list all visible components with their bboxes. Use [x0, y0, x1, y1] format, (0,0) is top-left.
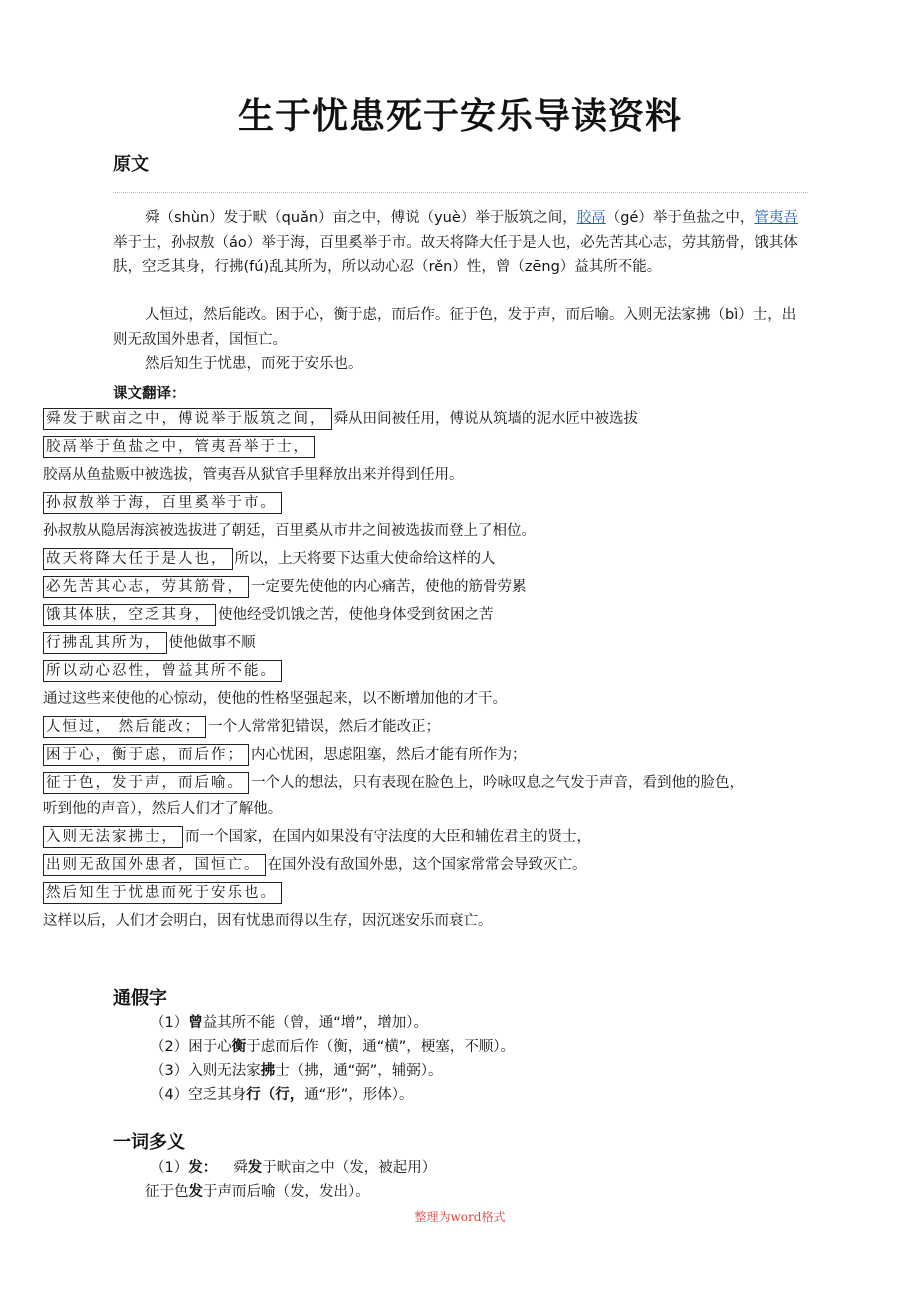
yici-bold: 发 [188, 1184, 203, 1200]
translation-row [43, 854, 840, 876]
translation-row [43, 520, 840, 542]
original-paragraph-3 [113, 352, 810, 377]
original-text: 舜（shùn）发于畎（quǎn）亩之中，傅说（yuè）举于版筑之间， [145, 210, 577, 226]
tongjia-bold: 曾 [188, 1015, 203, 1031]
tongjia-item [150, 1012, 428, 1034]
translation-row [43, 882, 840, 904]
source-text-box: 必先苦其心志，劳其筋骨， [43, 576, 249, 598]
translation-text: 听到他的声音），然后人们才了解他。 [43, 801, 283, 817]
yici-text: 于畎亩之中（发，被起用） [262, 1160, 437, 1176]
yici-line-2 [145, 1181, 370, 1203]
translation-text: 这样以后，人们才会明白，因有忧患而得以生存，因沉迷安乐而衰亡。 [43, 913, 493, 929]
translation-row [43, 744, 840, 766]
tongjia-num: （2） [150, 1039, 189, 1055]
section-divider [113, 192, 808, 193]
source-text-box: 所以动心忍性，曾益其所不能。 [43, 660, 282, 682]
footer-watermark: 整理为word格式 [414, 1210, 506, 1224]
link-jiaoge[interactable]: 胶鬲 [576, 210, 606, 226]
translation-row [43, 604, 840, 626]
source-text-box: 入则无法家拂士， [43, 826, 183, 848]
translation-row [43, 688, 840, 710]
translation-row [43, 632, 840, 654]
translation-text: 一个人常常犯错误，然后才能改正； [208, 719, 441, 735]
source-text-box: 征于色，发于声，而后喻。 [43, 772, 249, 794]
translation-row [43, 576, 840, 598]
translation-text: 舜从田间被任用，傅说从筑墙的泥水匠中被选拔 [333, 411, 638, 427]
yici-bold: 发 [247, 1160, 263, 1176]
tongjia-rest: 于虑而后作（衡，通“横”，梗塞，不顺）。 [246, 1039, 516, 1055]
source-text-box: 胶鬲举于鱼盐之中，管夷吾举于士， [43, 436, 315, 458]
translation-heading: 课文翻译： [113, 386, 186, 402]
yici-line-1 [150, 1157, 436, 1179]
original-text: （gé）举于鱼盐之中， [605, 210, 755, 226]
source-text-box: 舜发于畎亩之中，傅说举于版筑之间， [43, 408, 332, 430]
translation-row [43, 464, 840, 486]
original-text: 举于士，孙叔敖（áo）举于海，百里奚举于市。故天将降大任于是人也，必先苦其心志，劳其筋骨，饿其体肤，空乏其身，行拂(fú)乱其所为，所以动心忍（rěn）性，曾（zēng）益其所不能。 [113, 234, 798, 275]
tongjia-num: （1） [150, 1015, 189, 1031]
source-text-box: 困于心，衡于虑，而后作； [43, 744, 249, 766]
tongjia-rest: 益其所不能（曾，通“增”，增加）。 [202, 1015, 429, 1031]
translation-text: 而一个国家，在国内如果没有守法度的大臣和辅佐君主的贤士， [185, 829, 591, 845]
tongjia-pre: 困于心 [188, 1039, 232, 1055]
yici-text: 征于色 [145, 1184, 189, 1200]
translation-row [43, 436, 840, 458]
original-paragraph-2 [113, 303, 810, 352]
source-text-box: 饿其体肤，空乏其身， [43, 604, 216, 626]
translation-text: 内心忧困，思虑阻塞，然后才能有所作为； [251, 747, 527, 763]
tongjia-rest: 通“形”，形体）。 [304, 1087, 414, 1103]
translation-text: 一定要先使他的内心痛苦，使他的筋骨劳累 [251, 579, 527, 595]
source-text-box: 出则无敌国外患者，国恒亡。 [43, 854, 266, 876]
tongjia-pre: 空乏其身 [188, 1087, 247, 1103]
section-heading-original: 原文 [113, 154, 149, 175]
tongjia-bold: 行（行， [246, 1087, 305, 1103]
translation-row [43, 408, 840, 430]
original-text: 然后知生于忧患，而死于安乐也。 [145, 356, 363, 372]
translation-row [43, 910, 840, 932]
translation-text: 一个人的想法，只有表现在脸色上，吟咏叹息之气发于声音，看到他的脸色， [251, 775, 744, 791]
source-text-box: 人恒过， 然后能改； [43, 716, 206, 738]
yici-word: 发： [188, 1160, 218, 1176]
tongjia-bold: 拂 [260, 1063, 276, 1079]
translation-row [43, 826, 840, 848]
translation-text: 使他经受饥饿之苦，使他身体受到贫困之苦 [218, 607, 494, 623]
translation-text: 所以，上天将要下达重大使命给这样的人 [234, 551, 496, 567]
original-text: 人恒过，然后能改。困于心，衡于虑，而后作。征于色，发于声，而后喻。入则无法家拂（bì）士，出则无敌国外患者，国恒亡。 [113, 307, 797, 348]
translation-text: 在国外没有敌国外患，这个国家常常会导致灭亡。 [267, 857, 587, 873]
translation-row [43, 492, 840, 514]
tongjia-bold: 衡 [231, 1039, 247, 1055]
yici-text: 于声而后喻（发，发出）。 [203, 1184, 370, 1200]
tongjia-item [150, 1036, 515, 1058]
document-title: 生于忧患死于安乐导读资料 [237, 96, 682, 137]
translation-row [43, 798, 840, 820]
tongjia-num: （4） [150, 1087, 189, 1103]
tongjia-pre: 入则无法家 [188, 1063, 261, 1079]
source-text-box: 孙叔敖举于海，百里奚举于市。 [43, 492, 282, 514]
translation-row [43, 772, 840, 794]
source-text-box: 行拂乱其所为， [43, 632, 167, 654]
translation-text: 通过这些来使他的心惊动，使他的性格坚强起来，以不断增加他的才干。 [43, 691, 507, 707]
section-heading-tongjia: 通假字 [113, 988, 167, 1009]
tongjia-item [150, 1060, 443, 1082]
yici-number: （1） [150, 1160, 189, 1176]
source-text-box: 故天将降大任于是人也， [43, 548, 233, 570]
link-guanyiwu[interactable]: 管夷吾 [754, 210, 798, 226]
translation-row [43, 716, 840, 738]
tongjia-num: （3） [150, 1063, 189, 1079]
section-heading-yici: 一词多义 [113, 1132, 185, 1153]
translation-text: 孙叔敖从隐居海滨被选拔进了朝廷，百里奚从市井之间被选拔而登上了相位。 [43, 523, 536, 539]
tongjia-item [150, 1084, 414, 1106]
original-paragraph-1 [113, 206, 810, 280]
translation-row [43, 660, 840, 682]
source-text-box: 然后知生于忧患而死于安乐也。 [43, 882, 282, 904]
yici-text: 舜 [233, 1160, 248, 1176]
translation-text: 胶鬲从鱼盐贩中被选拔，管夷吾从狱官手里释放出来并得到任用。 [43, 467, 464, 483]
translation-row [43, 548, 840, 570]
tongjia-rest: 士（拂，通“弼”，辅弼）。 [275, 1063, 443, 1079]
translation-text: 使他做事不顺 [168, 635, 256, 651]
